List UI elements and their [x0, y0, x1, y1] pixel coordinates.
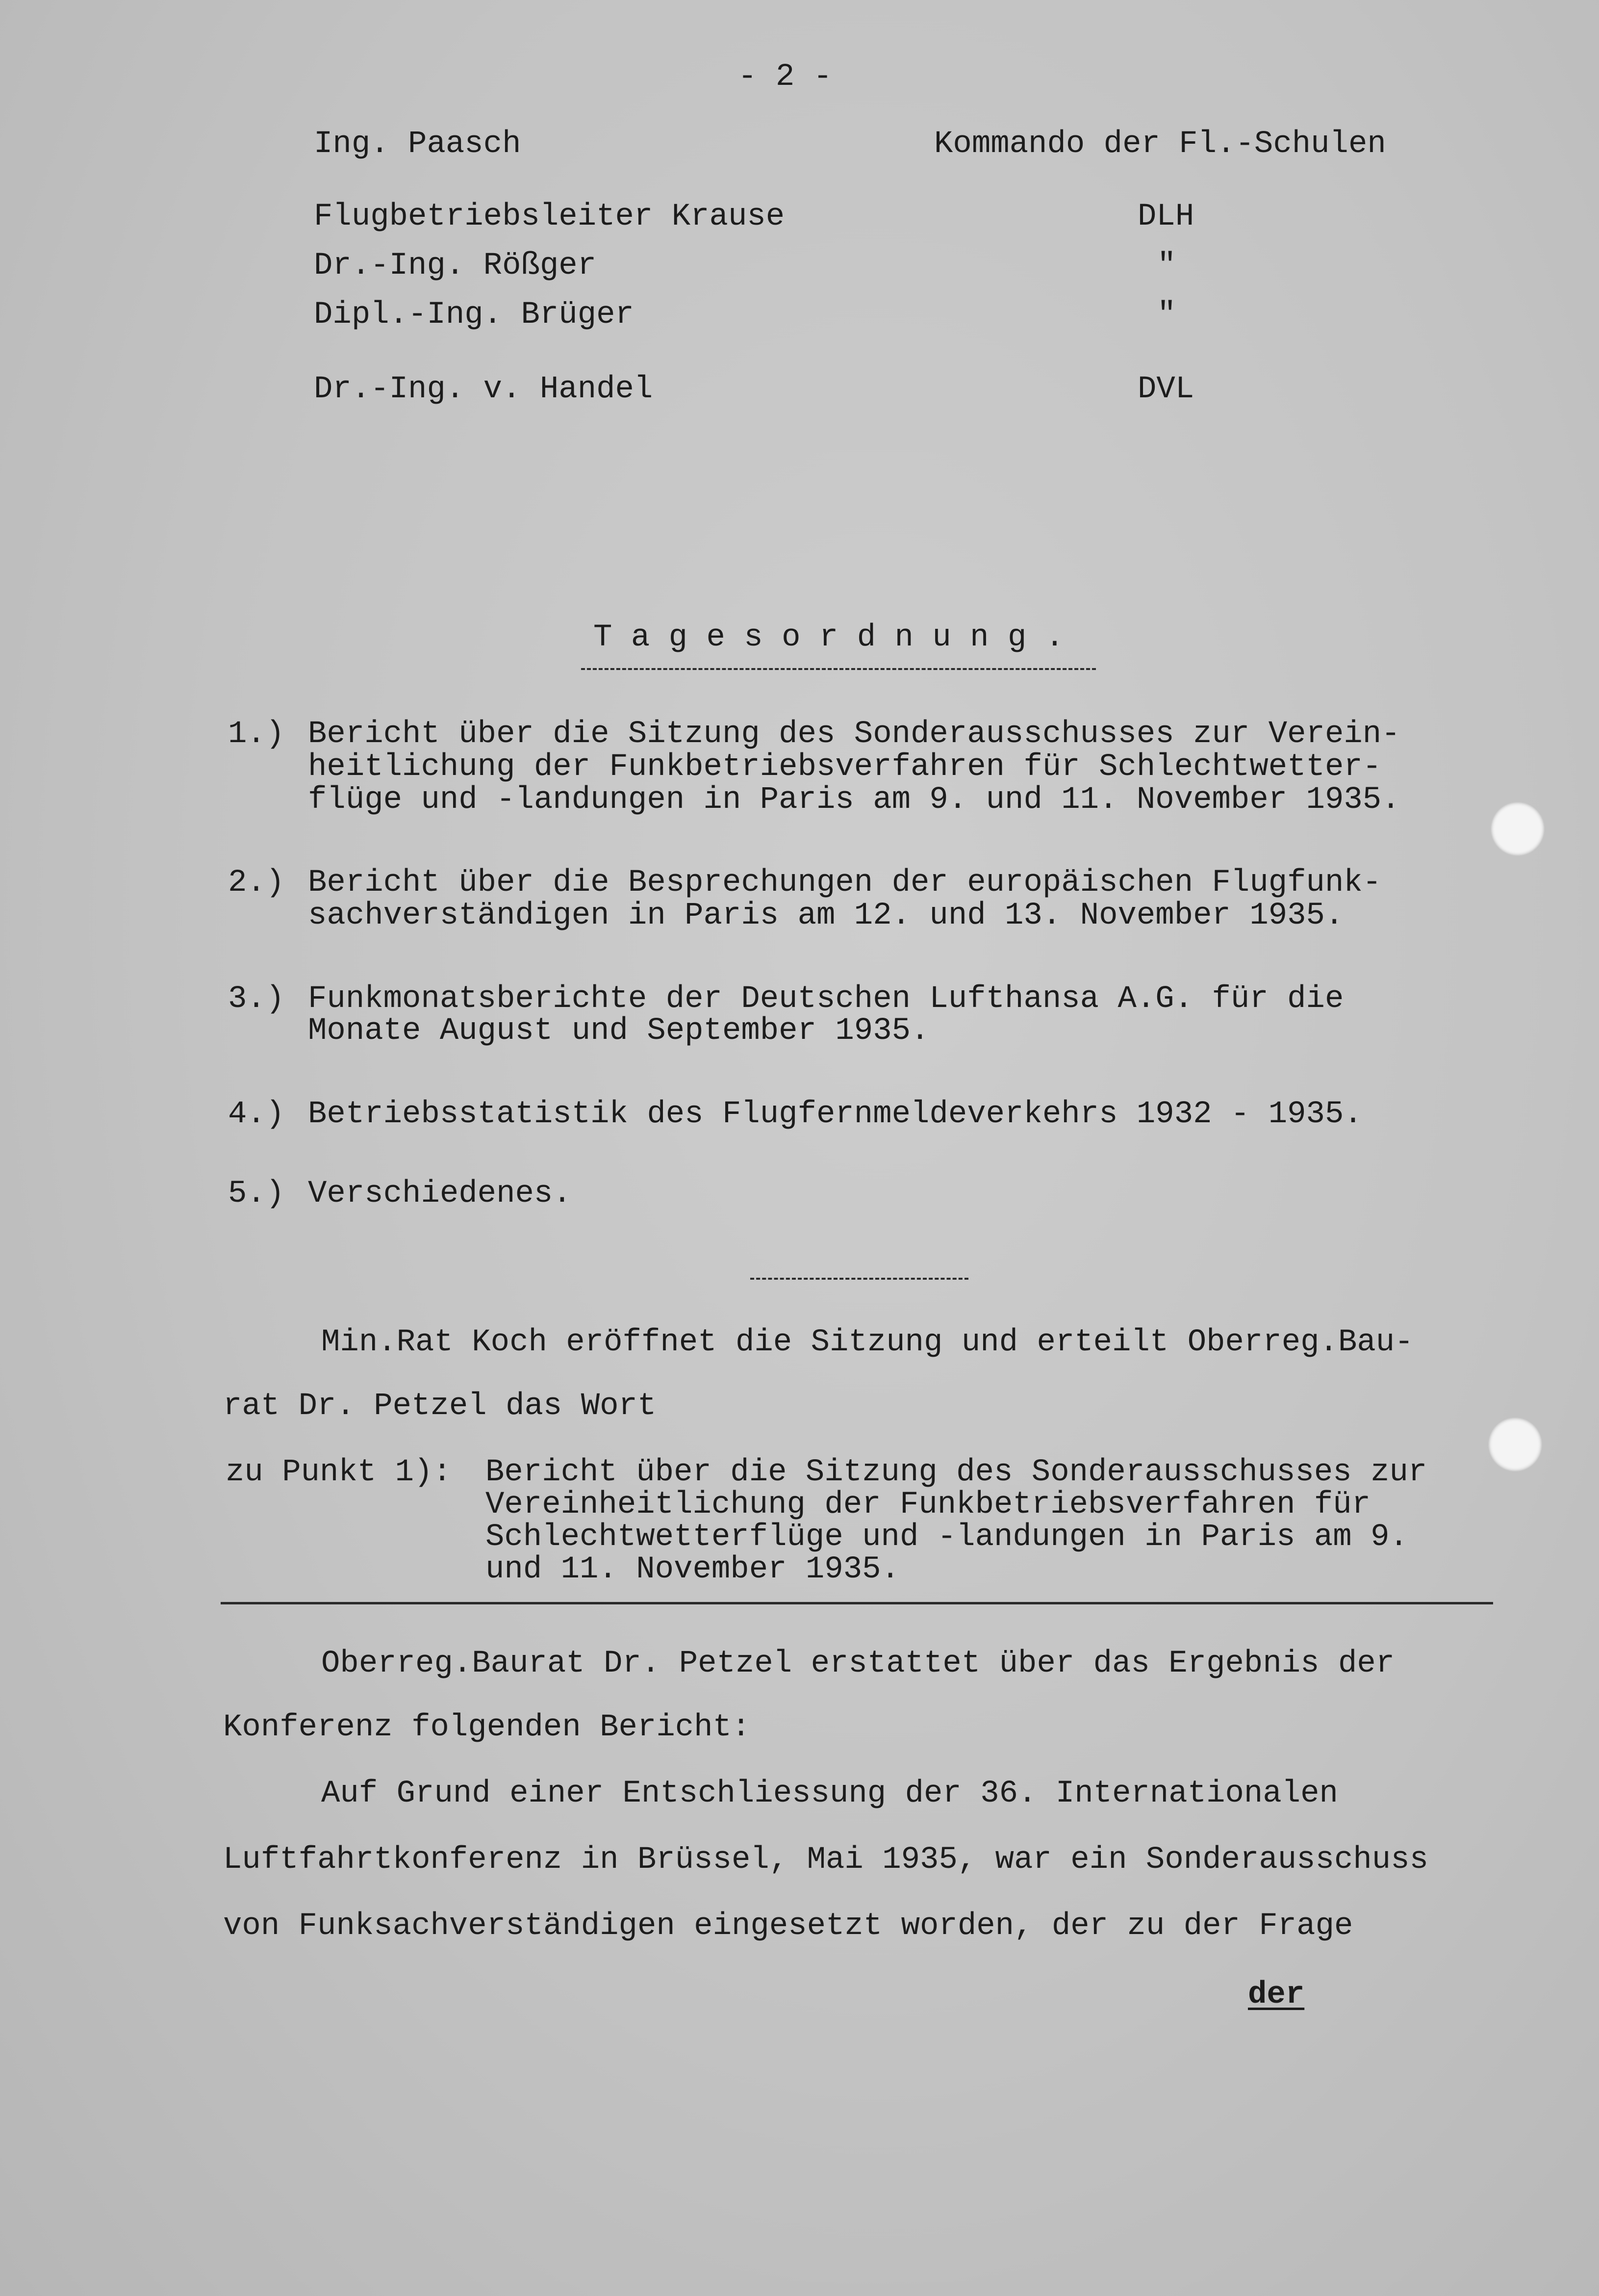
opening-line: rat Dr. Petzel das Wort — [223, 1389, 657, 1424]
body-line: Oberreg.Baurat Dr. Petzel erstattet über das Ergebnis der — [321, 1646, 1395, 1681]
participant-name: Dr.-Ing. v. Handel — [314, 372, 653, 407]
agenda-item-line: Monate August und September 1935. — [308, 1013, 930, 1049]
agenda-item-line: sachverständigen in Paris am 12. und 13. November 1935. — [308, 898, 1344, 933]
agenda-item-line: Betriebsstatistik des Flugfernmeldeverkehrs 1932 - 1935. — [308, 1097, 1363, 1132]
participant-org: " — [1157, 248, 1176, 284]
body-line: von Funksachverständigen eingesetzt worden, der zu der Frage — [223, 1909, 1353, 1944]
point-line: Vereinheitlichung der Funkbetriebsverfahren für — [485, 1487, 1371, 1522]
participant-org: " — [1157, 297, 1176, 333]
agenda-item-line: flüge und -landungen in Paris am 9. und 11. November 1935. — [308, 782, 1400, 818]
agenda-item-line: heitlichung der Funkbetriebsverfahren für Schlechtwetter- — [308, 749, 1382, 785]
agenda-item-line: Verschiedenes. — [308, 1176, 572, 1212]
body-line: Luftfahrtkonferenz in Brüssel, Mai 1935, war ein Sonderausschuss — [223, 1842, 1428, 1878]
section-separator — [750, 1278, 968, 1280]
participant-org: DVL — [1138, 372, 1194, 407]
point-line: und 11. November 1935. — [485, 1552, 900, 1587]
point-line: Schlechtwetterflüge und -landungen in Paris am 9. — [485, 1520, 1408, 1555]
agenda-item-number: 3.) — [228, 981, 285, 1017]
body-line: Auf Grund einer Entschliessung der 36. Internationalen — [321, 1776, 1338, 1811]
agenda-title: T a g e s o r d n u n g . — [593, 620, 1065, 655]
participant-org: Kommando der Fl.-Schulen — [934, 127, 1386, 162]
punch-hole-top — [1491, 802, 1545, 856]
opening-line: Min.Rat Koch eröffnet die Sitzung und erteilt Oberreg.Bau- — [321, 1325, 1414, 1360]
catchword: der — [1248, 1977, 1305, 2012]
participant-name: Dipl.-Ing. Brüger — [314, 297, 634, 333]
participant-org: DLH — [1138, 199, 1194, 234]
agenda-item-number: 2.) — [228, 865, 285, 901]
agenda-item-number: 4.) — [228, 1097, 285, 1132]
point-underline — [221, 1602, 1493, 1604]
punch-hole-bottom — [1488, 1418, 1542, 1471]
point-label: zu Punkt 1): — [226, 1455, 452, 1490]
page-number: - 2 - — [738, 59, 833, 95]
participant-name: Ing. Paasch — [314, 127, 521, 162]
body-line: Konferenz folgenden Bericht: — [223, 1710, 751, 1745]
participant-name: Flugbetriebsleiter Krause — [314, 199, 785, 234]
agenda-title-underline — [581, 668, 1096, 670]
agenda-item-number: 1.) — [228, 717, 285, 752]
agenda-item-line: Bericht über die Besprechungen der europäischen Flugfunk- — [308, 865, 1382, 901]
agenda-item-line: Bericht über die Sitzung des Sonderausschusses zur Verein- — [308, 717, 1400, 752]
point-line: Bericht über die Sitzung des Sonderausschusses zur — [485, 1455, 1427, 1490]
agenda-item-line: Funkmonatsberichte der Deutschen Lufthansa A.G. für die — [308, 981, 1344, 1017]
agenda-item-number: 5.) — [228, 1176, 285, 1212]
participant-name: Dr.-Ing. Rößger — [314, 248, 597, 284]
